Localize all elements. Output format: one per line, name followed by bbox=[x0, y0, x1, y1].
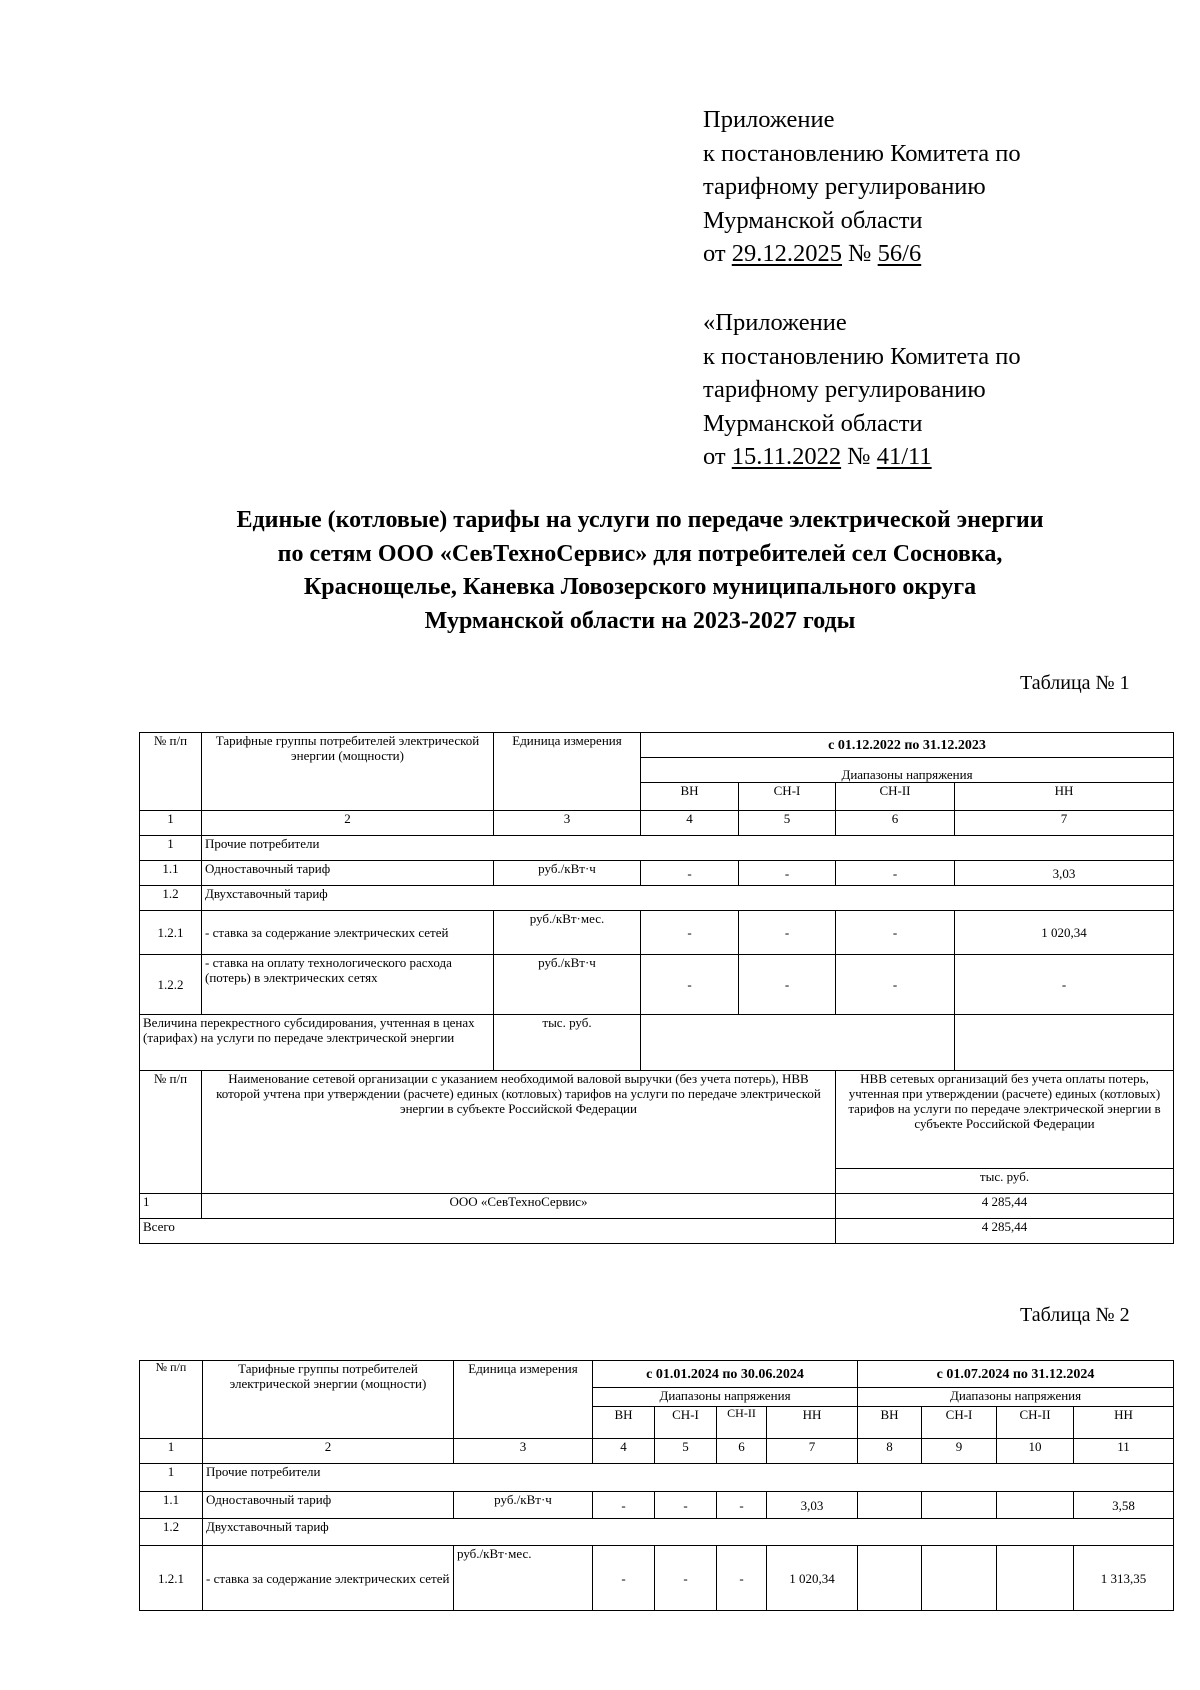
t1-level: ВН bbox=[641, 783, 739, 811]
t2-row-value: - bbox=[593, 1492, 655, 1519]
t1-level: СН-I bbox=[739, 783, 836, 811]
t2-level: СН-II bbox=[717, 1407, 767, 1439]
t2-row-value bbox=[922, 1546, 997, 1611]
t1-nvv-num-cont bbox=[140, 1169, 202, 1194]
t1-colnum: 1 bbox=[140, 811, 202, 836]
annex-line: Приложение bbox=[703, 106, 835, 133]
table-row bbox=[140, 1492, 1174, 1519]
t1-header-unit: Единица измерения bbox=[494, 733, 641, 811]
t1-row-unit: руб./кВт·мес. bbox=[494, 911, 641, 955]
t1-row-name: - ставка на оплату технологического расхода (потерь) в электрических сетях bbox=[202, 955, 494, 1015]
t2-row-unit: руб./кВт·мес. bbox=[454, 1546, 593, 1611]
annex-date: 29.12.2025 bbox=[731, 240, 843, 267]
t2-level: ВН bbox=[593, 1407, 655, 1439]
annex-line: «Приложение bbox=[703, 309, 847, 336]
t1-header-period: с 01.12.2022 по 31.12.2023 bbox=[641, 733, 1174, 758]
table-row bbox=[140, 1194, 1174, 1219]
t1-colnum: 5 bbox=[739, 811, 836, 836]
t1-colnum: 2 bbox=[202, 811, 494, 836]
t2-header-unit: Единица измерения bbox=[454, 1361, 593, 1439]
t1-level: СН-II bbox=[836, 783, 955, 811]
annex-from: от bbox=[703, 240, 726, 267]
t1-row-value: - bbox=[641, 955, 739, 1015]
t2-header-period-2: с 01.07.2024 по 31.12.2024 bbox=[858, 1361, 1174, 1388]
t2-row-name: - ставка за содержание электрических сетей bbox=[203, 1546, 454, 1611]
t1-nvv-value-head: НВВ сетевых организаций без учета оплаты потерь, учтенная при утверждении (расчете) единых (котловых) тарифов на услуги по передаче электрической энергии в субъекте Российской Федерации bbox=[836, 1071, 1174, 1169]
t1-row-name: - ставка за содержание электрических сетей bbox=[202, 911, 494, 955]
t2-row-num: 1.2 bbox=[140, 1519, 203, 1546]
annex-line: Мурманской области bbox=[703, 409, 923, 437]
annex-number: 56/6 bbox=[877, 240, 922, 267]
t2-colnum: 8 bbox=[858, 1439, 922, 1464]
table1 bbox=[139, 732, 1174, 1244]
t2-row-name: Прочие потребители bbox=[203, 1464, 1174, 1492]
annex-date-line bbox=[703, 237, 1021, 271]
t2-level: НН bbox=[767, 1407, 858, 1439]
t1-total-value: 4 285,44 bbox=[836, 1219, 1174, 1244]
t1-row-value: - bbox=[836, 955, 955, 1015]
t1-row-value: - bbox=[739, 911, 836, 955]
t2-row-value: - bbox=[717, 1492, 767, 1519]
t2-header-voltage-1: Диапазоны напряжения bbox=[593, 1388, 858, 1407]
t1-row-value: - bbox=[739, 955, 836, 1015]
t1-row-value: - bbox=[641, 911, 739, 955]
annex-date-line bbox=[703, 440, 1021, 474]
annex-num-sign: № bbox=[848, 240, 872, 267]
title-line: Краснощелье, Каневка Ловозерского муниципального округа bbox=[303, 574, 977, 600]
table-row bbox=[140, 1219, 1174, 1244]
t2-row-value bbox=[997, 1546, 1074, 1611]
table1-label: Таблица № 1 bbox=[1020, 672, 1130, 694]
t2-colnum: 6 bbox=[717, 1439, 767, 1464]
t2-row-value: - bbox=[593, 1546, 655, 1611]
t2-colnum: 5 bbox=[655, 1439, 717, 1464]
t2-level: НН bbox=[1074, 1407, 1174, 1439]
t1-row-value: 3,03 bbox=[955, 861, 1174, 886]
t2-colnum: 9 bbox=[922, 1439, 997, 1464]
t1-nvv-num: № п/п bbox=[140, 1071, 202, 1169]
annex-block-original bbox=[703, 306, 1021, 474]
t2-row-value: 1 313,35 bbox=[1074, 1546, 1174, 1611]
t1-row-value: - bbox=[955, 955, 1174, 1015]
annex-line: тарифному регулированию bbox=[703, 376, 986, 403]
t1-colnum: 4 bbox=[641, 811, 739, 836]
table-row bbox=[140, 861, 1174, 886]
t2-colnum: 11 bbox=[1074, 1439, 1174, 1464]
t2-row-value: 1 020,34 bbox=[767, 1546, 858, 1611]
t2-colnum: 7 bbox=[767, 1439, 858, 1464]
annex-line: к постановлению Комитета по bbox=[703, 139, 1021, 167]
t2-row-value: 3,03 bbox=[767, 1492, 858, 1519]
annex-line: к постановлению Комитета по bbox=[703, 342, 1021, 370]
t1-row-num: 1 bbox=[140, 836, 202, 861]
t1-row-value: - bbox=[836, 911, 955, 955]
t1-subsidy-value bbox=[641, 1015, 955, 1071]
t2-header-voltage-2: Диапазоны напряжения bbox=[858, 1388, 1174, 1407]
t1-row-unit: руб./кВт·ч bbox=[494, 861, 641, 886]
table-row bbox=[140, 836, 1174, 861]
annex-date: 15.11.2022 bbox=[731, 443, 842, 470]
annex-from: от bbox=[703, 443, 726, 470]
t1-row-num: 1.2 bbox=[140, 886, 202, 911]
t1-subsidy-value-nn bbox=[955, 1015, 1174, 1071]
t1-level: НН bbox=[955, 783, 1174, 811]
t1-row-num: 1.1 bbox=[140, 861, 202, 886]
t1-row-unit: руб./кВт·ч bbox=[494, 955, 641, 1015]
annex-num-sign: № bbox=[847, 443, 871, 470]
table2 bbox=[139, 1360, 1174, 1611]
t2-row-value: 3,58 bbox=[1074, 1492, 1174, 1519]
t2-row-value: - bbox=[717, 1546, 767, 1611]
annex-line: Мурманской области bbox=[703, 206, 923, 234]
t2-row-num: 1 bbox=[140, 1464, 203, 1492]
t2-colnum: 1 bbox=[140, 1439, 203, 1464]
t2-level: СН-I bbox=[655, 1407, 717, 1439]
t1-row-value: - bbox=[836, 861, 955, 886]
t2-row-value bbox=[858, 1546, 922, 1611]
t2-header-groups: Тарифные группы потребителей электрической энергии (мощности) bbox=[203, 1361, 454, 1439]
table-row bbox=[140, 911, 1174, 955]
t2-row-num: 1.1 bbox=[140, 1492, 203, 1519]
t2-row-value: - bbox=[655, 1492, 717, 1519]
t1-nvv-unit: тыс. руб. bbox=[836, 1169, 1174, 1194]
t2-colnum: 3 bbox=[454, 1439, 593, 1464]
table-row bbox=[140, 1015, 1174, 1071]
t1-row-value: - bbox=[739, 861, 836, 886]
annex-number: 41/11 bbox=[876, 443, 932, 470]
t2-header-period-1: с 01.01.2024 по 30.06.2024 bbox=[593, 1361, 858, 1388]
t2-row-value bbox=[858, 1492, 922, 1519]
t2-row-value bbox=[997, 1492, 1074, 1519]
t1-total-label: Всего bbox=[140, 1219, 836, 1244]
t2-row-name: Двухставочный тариф bbox=[203, 1519, 1174, 1546]
table-row bbox=[140, 1519, 1174, 1546]
t1-org-num: 1 bbox=[140, 1194, 202, 1219]
t1-colnum: 7 bbox=[955, 811, 1174, 836]
document-title bbox=[140, 504, 1140, 638]
annex-line: тарифному регулированию bbox=[703, 173, 986, 200]
t1-subsidy-name: Величина перекрестного субсидирования, учтенная в ценах (тарифах) на услуги по передаче электрической энергии bbox=[140, 1015, 494, 1071]
title-line: Единые (котловые) тарифы на услуги по передаче электрической энергии bbox=[236, 507, 1044, 533]
t1-subsidy-unit: тыс. руб. bbox=[494, 1015, 641, 1071]
t1-org-name: ООО «СевТехноСервис» bbox=[202, 1194, 836, 1219]
t1-row-value: 1 020,34 bbox=[955, 911, 1174, 955]
table2-label: Таблица № 2 bbox=[1020, 1304, 1130, 1326]
table-row bbox=[140, 886, 1174, 911]
t1-colnum: 3 bbox=[494, 811, 641, 836]
t2-level: СН-I bbox=[922, 1407, 997, 1439]
table-row bbox=[140, 1546, 1174, 1611]
t1-colnum: 6 bbox=[836, 811, 955, 836]
t2-level: ВН bbox=[858, 1407, 922, 1439]
t1-org-value: 4 285,44 bbox=[836, 1194, 1174, 1219]
t2-header-num: № п/п bbox=[140, 1361, 203, 1439]
t1-header-num: № п/п bbox=[140, 733, 202, 811]
table-row bbox=[140, 1464, 1174, 1492]
t2-row-unit: руб./кВт·ч bbox=[454, 1492, 593, 1519]
t2-row-value bbox=[922, 1492, 997, 1519]
t2-row-num: 1.2.1 bbox=[140, 1546, 203, 1611]
t1-row-num: 1.2.1 bbox=[140, 911, 202, 955]
table-row bbox=[140, 955, 1174, 1015]
t2-row-value: - bbox=[655, 1546, 717, 1611]
t1-row-name: Одноставочный тариф bbox=[202, 861, 494, 886]
annex-block-current bbox=[703, 103, 1021, 271]
t2-row-name: Одноставочный тариф bbox=[203, 1492, 454, 1519]
t1-row-value: - bbox=[641, 861, 739, 886]
t2-colnum: 10 bbox=[997, 1439, 1074, 1464]
t1-row-name: Прочие потребители bbox=[202, 836, 1174, 861]
t2-level: СН-II bbox=[997, 1407, 1074, 1439]
table-row bbox=[140, 1071, 1174, 1169]
t1-header-voltage: Диапазоны напряжения bbox=[641, 758, 1174, 783]
t2-colnum: 4 bbox=[593, 1439, 655, 1464]
t1-row-name: Двухставочный тариф bbox=[202, 886, 1174, 911]
t2-colnum: 2 bbox=[203, 1439, 454, 1464]
t1-header-groups: Тарифные группы потребителей электрической энергии (мощности) bbox=[202, 733, 494, 811]
t1-row-num: 1.2.2 bbox=[140, 955, 202, 1015]
title-line: по сетям ООО «СевТехноСервис» для потребителей сел Сосновка, bbox=[277, 540, 1003, 567]
t1-nvv-name: Наименование сетевой организации с указанием необходимой валовой выручки (без учета потерь), НВВ которой учтена при утверждении (расчете) единых (котловых) тарифов на услуги по передаче электрической энергии в субъекте Российской Федерации bbox=[202, 1071, 836, 1194]
title-line: Мурманской области на 2023-2027 годы bbox=[424, 607, 856, 634]
